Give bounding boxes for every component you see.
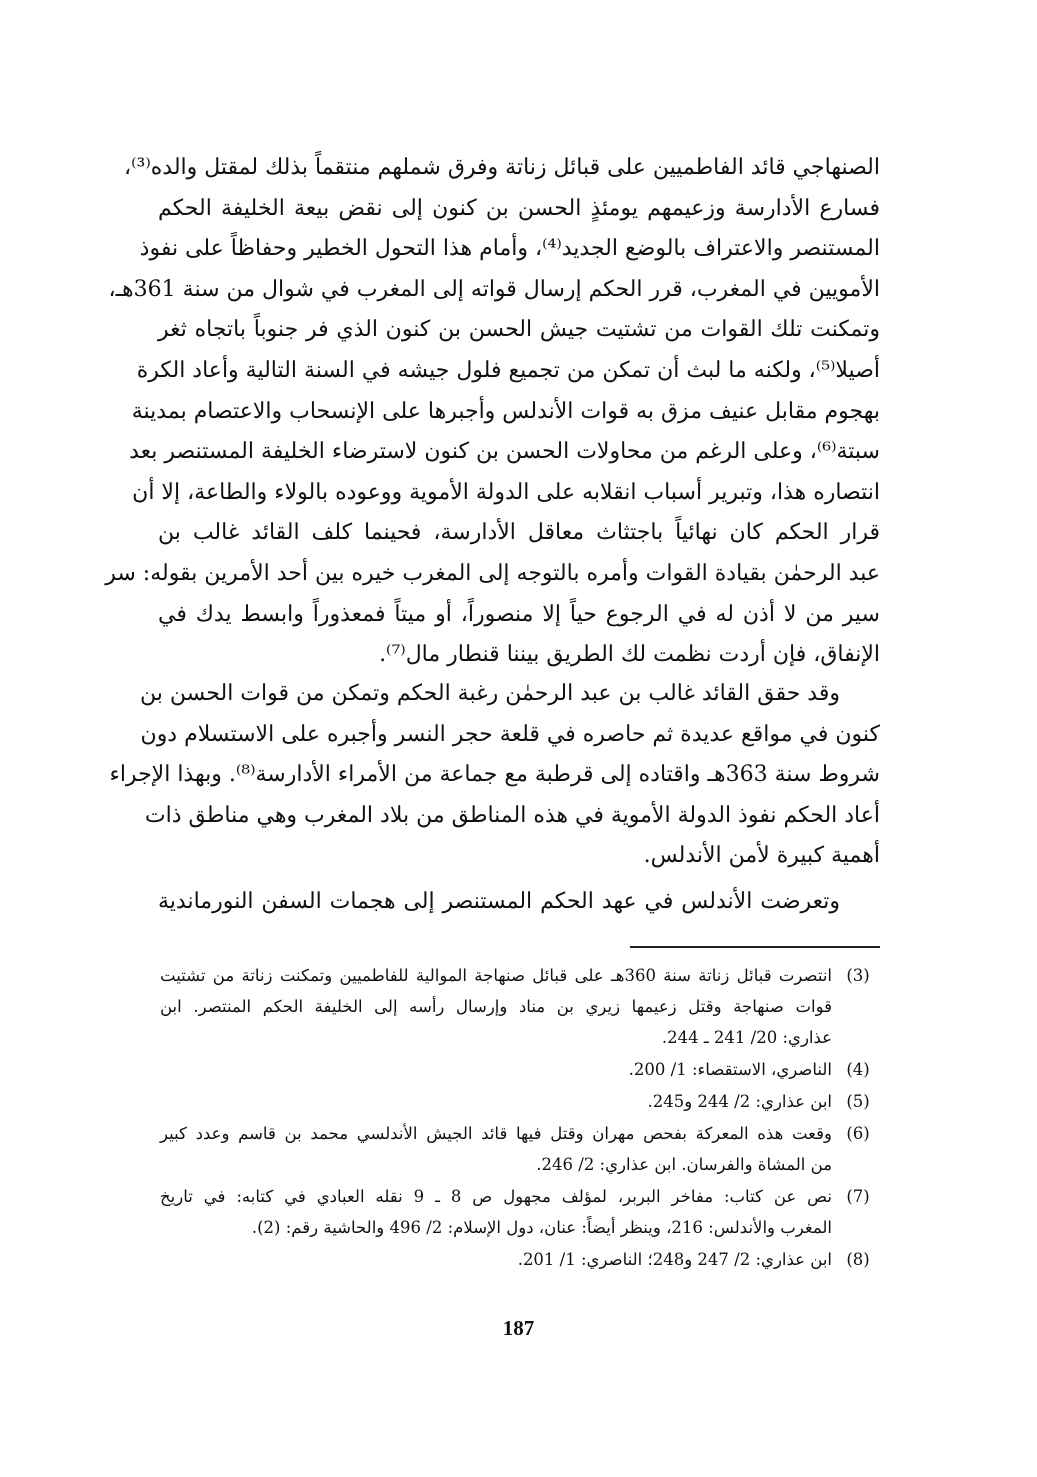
text-line: انتصاره هذا، وتبرير أسباب انقلابه على الدولة الأموية ووعوده بالولاء والطاعة، إلا أن (132, 479, 880, 505)
footnote-line: من المشاة والفرسان. ابن عذاري: 2/ 246. (536, 1155, 832, 1174)
text-line: أعاد الحكم نفوذ الدولة الأموية في هذه المناطق من بلاد المغرب وهي مناطق ذات (144, 802, 880, 828)
footnote-3 (160, 960, 884, 1053)
footnote-number: (4) (846, 1060, 870, 1079)
body-paragraph-2 (109, 674, 880, 877)
text-line: بهجوم مقابل عنيف مزق به قوات الأندلس وأجبرها على الإنسحاب والاعتصام بمدينة (131, 398, 880, 424)
footnote-number: (6) (846, 1124, 870, 1143)
text-line: سبتة⁽⁶⁾، وعلى الرغم من محاولات الحسن بن كنون لاسترضاء الخليفة المستنصر بعد (129, 439, 880, 465)
footnote-5 (160, 1086, 884, 1117)
footnote-line: المغرب والأندلس: 216، وينظر أيضاً: عنان، دول الإسلام: 2/ 496 والحاشية رقم: (2). (251, 1218, 832, 1237)
text-line: عبد الرحمٰن بقيادة القوات وأمره بالتوجه إلى المغرب خيره بين أحد الأمرين بقوله: سر (105, 560, 880, 586)
text-line: شروط سنة 363هـ واقتاده إلى قرطبة مع جماعة من الأمراء الأدارسة⁽⁸⁾. وبهذا الإجراء (109, 762, 880, 788)
text-line: الإنفاق، فإن أردت نظمت لك الطريق بيننا قنطار مال⁽⁷⁾. (379, 642, 880, 668)
footnote-7 (160, 1181, 884, 1243)
footnote-6 (160, 1118, 884, 1180)
text-line: فسارع الأدارسة وزعيمهم يومئذٍ الحسن بن كنون إلى نقض بيعة الخليفة الحكم (158, 195, 880, 221)
footnote-line: ابن عذاري: 2/ 244 و245. (647, 1092, 832, 1111)
text-line: المستنصر والاعتراف بالوضع الجديد⁽⁴⁾، وأمام هذا التحول الخطير وحفاظاً على نفوذ (139, 236, 880, 262)
text-line: الأمويين في المغرب، قرر الحكم إرسال قواته إلى المغرب في شوال من سنة 361هـ، (108, 276, 880, 302)
footnote-text (160, 960, 832, 1053)
text-line: أهمية كبيرة لأمن الأندلس. (643, 843, 880, 869)
body-paragraph-1 (105, 148, 880, 676)
footnote-8 (160, 1244, 884, 1275)
footnote-line: وقعت هذه المعركة بفحص مهران وقتل فيها قائد الجيش الأندلسي محمد بن قاسم وعدد كبير (160, 1124, 832, 1143)
footnote-number: (8) (846, 1250, 870, 1269)
text-line: وتعرضت الأندلس في عهد الحكم المستنصر إلى هجمات السفن النورماندية (158, 889, 840, 914)
footnote-text (160, 1086, 832, 1117)
footnote-line: انتصرت قبائل زناتة سنة 360هـ على قبائل صنهاجة الموالية للفاطميين وتمكنت زناتة من تشتيت (160, 966, 832, 985)
footnote-line: قوات صنهاجة وقتل زعيمها زيري بن مناد وإرسال رأسه إلى الخليفة الحكم المنتصر. ابن (160, 997, 832, 1016)
footnote-text (160, 1244, 832, 1275)
body-paragraph-3 (158, 882, 880, 923)
footnote-line: ابن عذاري: 2/ 247 و248؛ الناصري: 1/ 201. (517, 1250, 832, 1269)
footnote-4 (160, 1054, 884, 1085)
footnote-text (160, 1054, 832, 1085)
text-line: وتمكنت تلك القوات من تشتيت جيش الحسن بن كنون الذي فر جنوباً باتجاه ثغر (158, 317, 880, 343)
text-line: كنون في مواقع عديدة ثم حاصره في قلعة حجر النسر وأجبره على الاستسلام دون (140, 721, 880, 747)
footnote-text (160, 1118, 832, 1180)
footnote-number: (7) (846, 1187, 870, 1206)
footnote-separator (630, 946, 880, 948)
footnotes (160, 960, 884, 1276)
text-line: قرار الحكم كان نهائياً باجتثاث معاقل الأدارسة، فحينما كلف القائد غالب بن (158, 520, 880, 546)
text-line: أصيلا⁽⁵⁾، ولكنه ما لبث أن تمكن من تجميع فلول جيشه في السنة التالية وأعاد الكرة (136, 357, 880, 383)
page-number: 187 (502, 1316, 535, 1340)
footnote-line: عذاري: 20/ 241 ـ 244. (661, 1028, 832, 1047)
footnote-line: نص عن كتاب: مفاخر البربر، لمؤلف مجهول ص 8 ـ 9 نقله العبادي في كتابه: في تاريخ (160, 1187, 832, 1206)
footnote-number: (5) (846, 1092, 870, 1111)
footnote-text (160, 1181, 832, 1243)
text-line: وقد حقق القائد غالب بن عبد الرحمٰن رغبة الحكم وتمكن من قوات الحسن بن (140, 681, 840, 706)
text-line: الصنهاجي قائد الفاطميين على قبائل زناتة وفرق شملهم منتقماً بذلك لمقتل والده⁽³⁾، (124, 155, 880, 180)
footnote-line: الناصري، الاستقصاء: 1/ 200. (628, 1060, 832, 1079)
text-line: سير من لا أذن له في الرجوع حياً إلا منصوراً، أو ميتاً فمعذوراً وابسط يدك في (158, 601, 880, 627)
footnote-number: (3) (846, 966, 870, 985)
